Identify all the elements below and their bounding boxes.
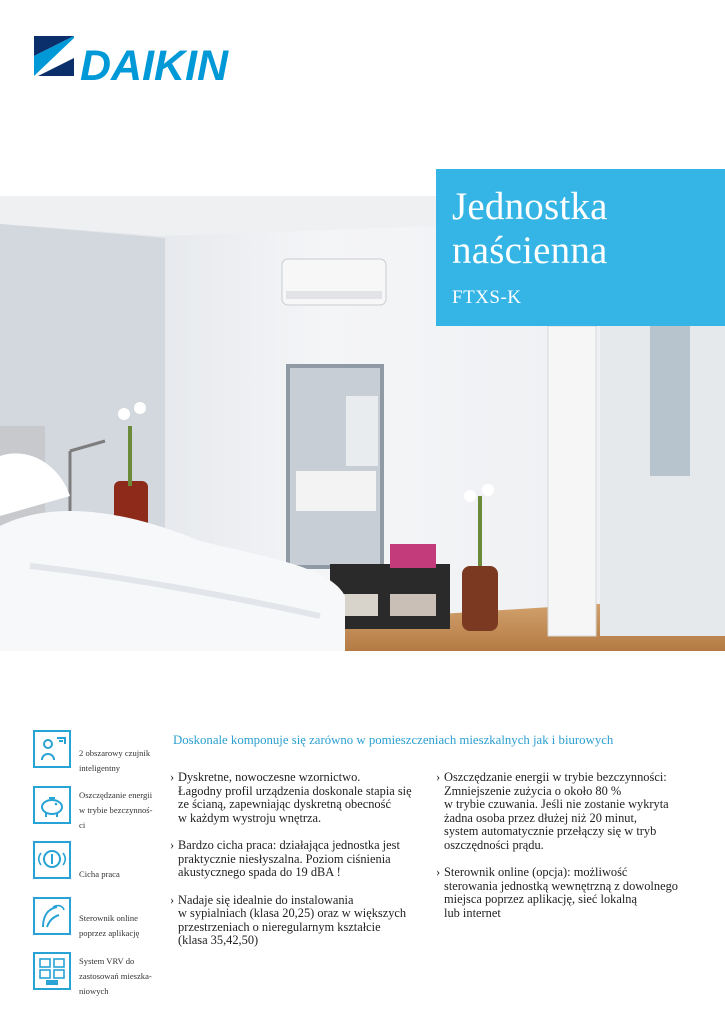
model-code: FTXS-K: [452, 287, 522, 308]
feature-bullets-left: [170, 771, 420, 962]
brand-name: DAIKIN: [80, 42, 229, 90]
bullet-item: › Bardzo cicha praca: działająca jednostka jest praktycznie niesłyszalna. Poziom ciśnienia akustycznego spada do 19 dBA !: [170, 838, 400, 879]
sensor-person-icon: [33, 730, 71, 768]
feature-item: [33, 897, 163, 951]
feature-item: [33, 952, 163, 1006]
feature-item: [33, 841, 163, 895]
feature-label: 2 obszarowy czujnik inteligentny: [79, 748, 151, 773]
bullet-marker: ›: [436, 770, 441, 784]
feature-label: Sterownik online poprzez aplikację: [79, 913, 140, 938]
bullet-marker: ›: [170, 770, 175, 784]
feature-label: Oszczędzanie energii w trybie bezczynnoś- ci: [79, 790, 153, 830]
daikin-logo: [34, 36, 284, 90]
bullet-marker: ›: [436, 865, 441, 879]
feature-label: System VRV do zastosowań mieszka- niowych: [79, 956, 152, 996]
bullet-item: › Dyskretne, nowoczesne wzornictwo. Łagodny profil urządzenia doskonale stapia się ze ścianą, zapewniając dyskretną obecność w każdym wystroju wnętrza.: [170, 770, 412, 825]
vrv-system-icon: [33, 952, 71, 990]
feature-item: [33, 730, 163, 784]
online-controller-icon: [33, 897, 71, 935]
piggy-bank-icon: [33, 786, 71, 824]
intro-text: Doskonale komponuje się zarówno w pomieszczeniach mieszkalnych jak i biurowych: [173, 733, 614, 747]
bullet-item: › Nadaje się idealnie do instalowania w sypialniach (klasa 20,25) oraz w większych przestrzeniach o nieregularnym kształcie (klasa 35,42,50): [170, 892, 407, 947]
bullet-marker: ›: [170, 892, 175, 907]
feature-bullets-right: [436, 771, 711, 934]
air-conditioner-unit: [282, 259, 386, 305]
title-line-1: Jednostka: [452, 185, 608, 228]
bullet-item: › Sterownik online (opcja): możliwość sterowania jednostką wewnętrzną z dowolnego miejsca poprzez aplikację, sieć lokalną lub internet: [436, 865, 678, 920]
bullet-marker: ›: [170, 838, 175, 852]
quiet-person-icon: [33, 841, 71, 879]
product-title-box: [436, 169, 725, 326]
feature-icon-list: [33, 730, 163, 1000]
feature-item: [33, 786, 163, 840]
title-line-2: naścienna: [452, 229, 608, 272]
feature-label: Cicha praca: [79, 869, 120, 879]
bullet-item: › Oszczędzanie energii w trybie bezczynności: Zmniejszenie zużycia o około 80 % w trybie czuwania. Jeśli nie zostanie wykryta żadna osoba przez dłużej niż 20 minut, system automatycznie przełączy się w tryb oszczędności prądu.: [436, 770, 669, 852]
